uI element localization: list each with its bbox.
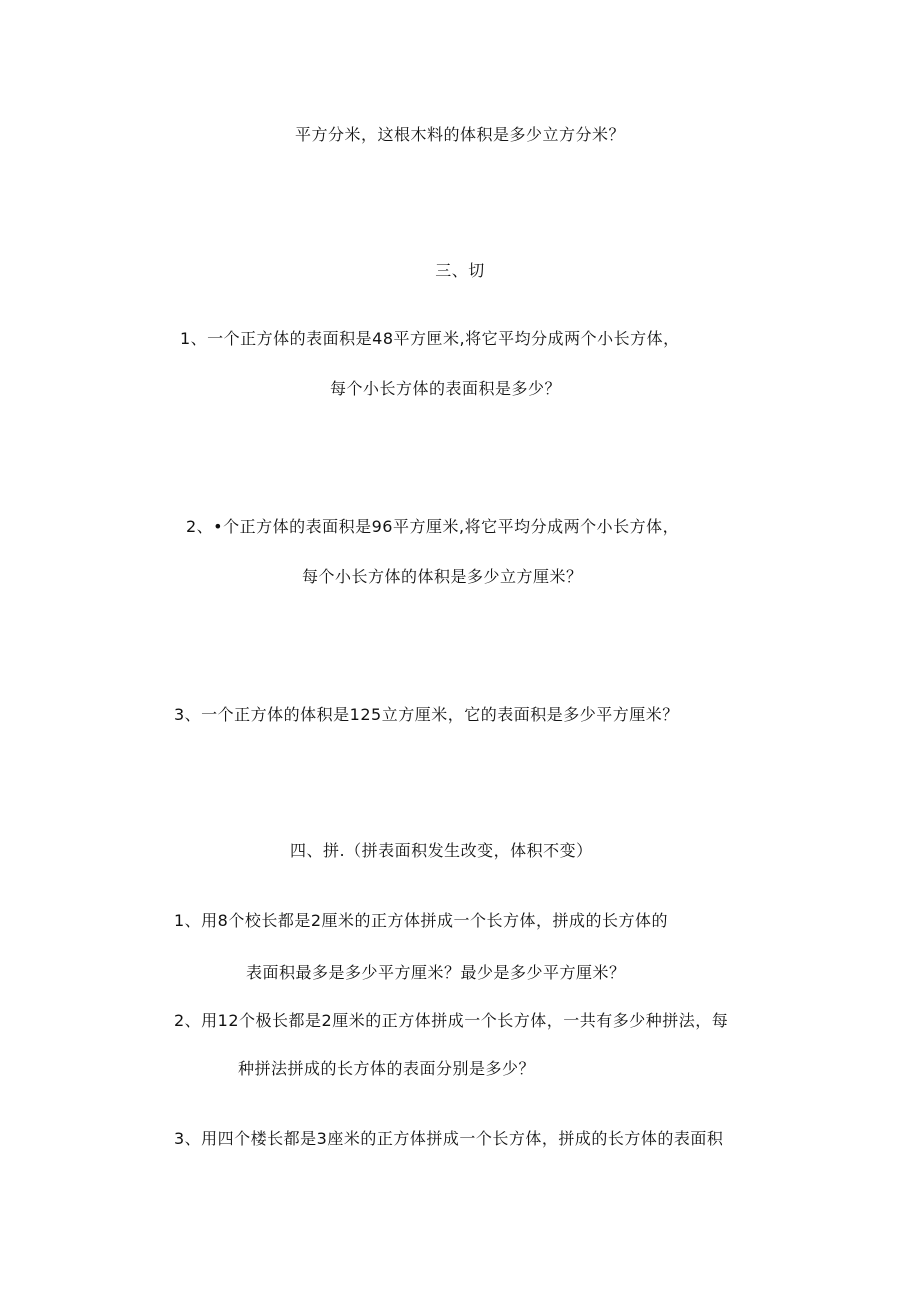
question-cut-2: 2、•个正方体的表面积是96平方厘米,将它平均分成两个小长方体， <box>186 517 680 536</box>
question-cut-1: 1、一个正方体的表面积是48平方匣米,将它平均分成两个小长方体， <box>180 329 680 348</box>
question-continuation: 平方分米，这根木料的体积是多少立方分米？ <box>294 125 625 144</box>
question-join-3: 3、用四个楼长都是3座米的正方体拼成一个长方体，拼成的长方体的表面积 <box>174 1129 724 1148</box>
question-join-1: 1、用8个校长都是2厘米的正方体拼成一个长方体，拼成的长方体的 <box>174 911 669 930</box>
question-join-2-continuation: 种拼法拼成的长方体的表面分别是多少？ <box>238 1059 536 1078</box>
section-heading-cut: 三、切 <box>435 261 485 280</box>
question-cut-2-continuation: 每个小长方体的体积是多少立方厘米？ <box>302 567 583 586</box>
question-join-1-continuation: 表面积最多是多少平方厘米？最少是多少平方厘米？ <box>246 963 626 982</box>
question-join-2: 2、用12个极长都是2厘米的正方体拼成一个长方体，一共有多少种拼法，每 <box>174 1011 729 1030</box>
question-cut-1-continuation: 每个小长方体的表面积是多少？ <box>330 379 562 398</box>
section-heading-join: 四、拼.（拼表面积发生改变，体积不变） <box>290 841 593 860</box>
question-cut-3: 3、一个正方体的体积是125立方厘米，它的表面积是多少平方厘米？ <box>174 705 679 724</box>
